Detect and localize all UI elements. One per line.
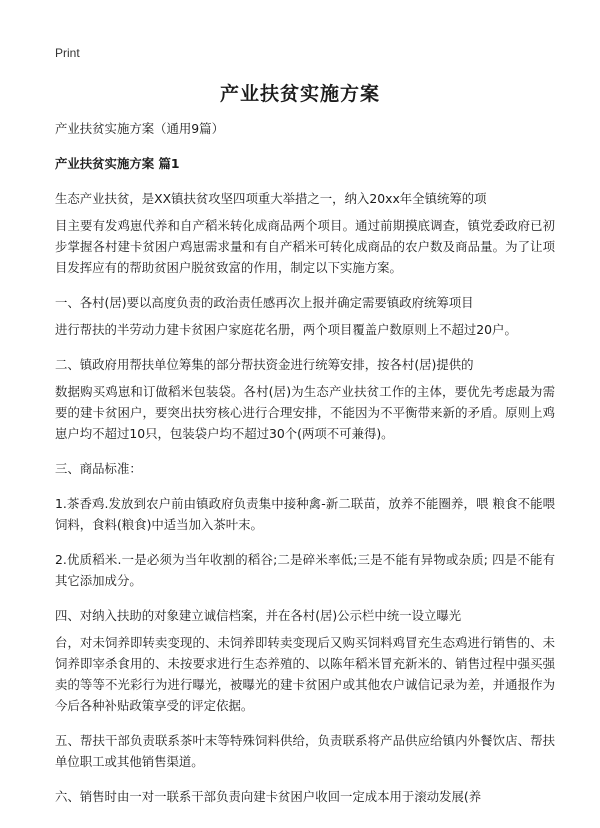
paragraph: 进行帮扶的半劳动力建卡贫困户家庭花名册，两个项目覆盖户数原则上不超过20户。 <box>55 322 517 337</box>
paragraph: 五、帮扶干部负责联系茶叶末等特殊饲料供给，负责联系将产品供应给镇内外餐饮店、帮扶单位职工或其他销售渠道。 <box>55 733 555 769</box>
paragraph: 四、对纳入扶助的对象建立诚信档案，并在各村(居)公示栏中统一设立曝光 <box>55 608 462 623</box>
paragraph: 产业扶贫实施方案（通用9篇） <box>55 121 224 136</box>
paragraph: 六、销售时由一对一联系干部负责向建卡贫困户收回一定成本用于滚动发展(养 <box>55 789 482 804</box>
paragraph: 数据购买鸡崽和订做稻米包装袋。各村(居)为生态产业扶贫工作的主体，要优先考虑最为需要的建卡贫困户，要突出扶穷核心进行合理安排，不能因为不平衡带来新的矛盾。原则上鸡崽户均不超过10只，包装袋户均不超过30个(两项不可兼得)。 <box>55 384 555 441</box>
document-title: 产业扶贫实施方案 <box>219 83 380 105</box>
paragraph: 二、镇政府用帮扶单位筹集的部分帮扶资金进行统筹安排，按各村(居)提供的 <box>55 357 474 372</box>
paragraph: 1.茶香鸡.发放到农户前由镇政府负责集中接种禽-新二联苗，放养不能圈养，喂 粮食不能喂饲料，食料(粮食)中适当加入茶叶末。 <box>55 496 555 532</box>
paragraph: 台，对未饲养即转卖变现的、未饲养即转卖变现后又购买饲料鸡冒充生态鸡进行销售的、未饲养即宰杀食用的、未按要求进行生态养殖的、以陈年稻米冒充新米的、销售过程中强买强卖的等等不光彩行为进行曝光，被曝光的建卡贫困户或其他农户诚信记录为差，并通报作为今后各种补贴政策享受的评定依据。 <box>55 635 555 713</box>
paragraph: 2.优质稻米.一是必须为当年收割的稻谷;二是碎米率低;三是不能有异物或杂质; 四是不能有其它添加成分。 <box>55 552 555 588</box>
paragraph: 一、各村(居)要以高度负责的政治责任感再次上报并确定需要镇政府统筹项目 <box>55 295 474 310</box>
document-body <box>55 118 555 821</box>
paragraph: 生态产业扶贫，是XX镇扶贫攻坚四项重大举措之一，纳入20xx年全镇统筹的项 <box>55 191 487 206</box>
section-heading: 产业扶贫实施方案 篇1 <box>55 156 180 171</box>
paragraph: 目主要有发鸡崽代养和自产稻米转化成商品两个项目。通过前期摸底调查，镇党委政府已初步掌握各村建卡贫困户鸡崽需求量和有自产稻米可转化成商品的农户数及商品量。为了让项目发挥应有的帮助贫困户脱贫致富的作用，制定以下实施方案。 <box>55 218 555 275</box>
paragraph: 三、商品标准： <box>55 461 142 476</box>
print-label: Print <box>55 46 80 60</box>
